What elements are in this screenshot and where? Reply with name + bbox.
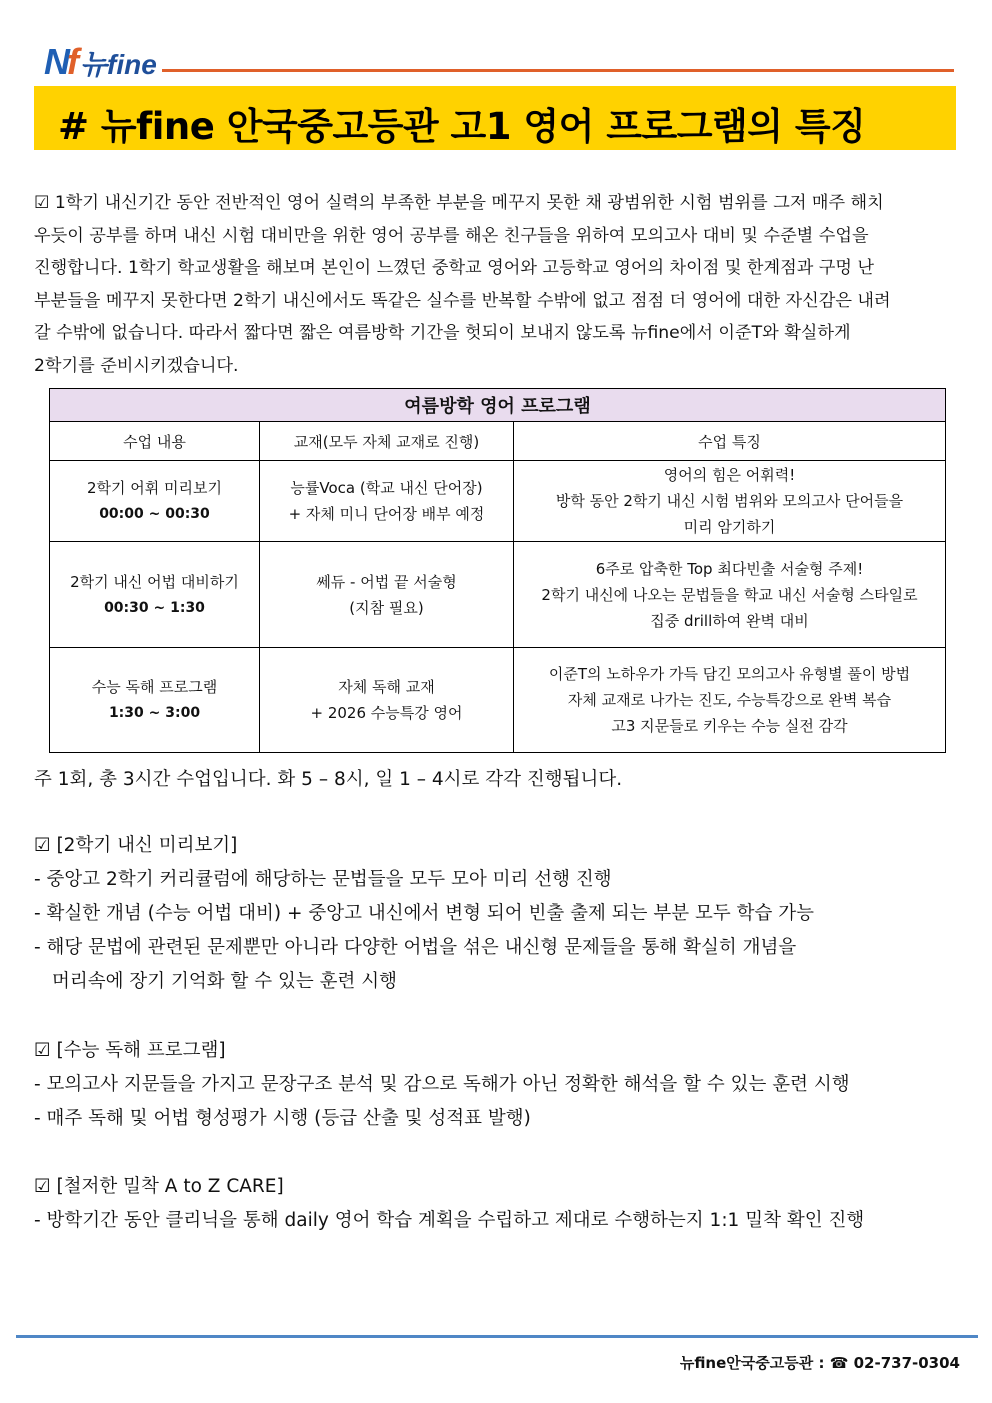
section-item: - 매주 독해 및 어법 형성평가 시행 (등급 산출 및 성적표 발행) [34,1108,531,1129]
table-row [50,648,946,753]
section-heading: ☑ [2학기 내신 미리보기] [34,835,238,856]
intro-line: 부분들을 메꾸지 못한다면 2학기 내신에서도 똑같은 실수를 반복할 수밖에 없고 점점 더 영어에 대한 자신감은 내려 [34,290,891,311]
material-cell [260,648,514,753]
course-time: 00:00 ~ 00:30 [99,506,210,522]
schedule-summary: 주 1회, 총 3시간 수업입니다. 화 5 – 8시, 일 1 – 4시로 각각 진행됩니다. [34,769,623,790]
section-item: - 해당 문법에 관련된 문제뿐만 아니라 다양한 어법을 섞은 내신형 문제들을 통해 확실히 개념을 [34,937,797,958]
course-name: 2학기 내신 어법 대비하기 [70,572,239,591]
material-line: 능률Voca (학교 내신 단어장) [290,479,483,497]
section-grammar-preview [34,829,814,999]
feature-line: 집중 drill하여 완벽 대비 [650,611,809,630]
logo-text: 뉴fine [80,49,157,80]
header-course: 수업 내용 [50,422,260,461]
phone-icon: ☎ [829,1354,849,1372]
feature-line: 고3 지문들로 키우는 수능 실전 감각 [611,717,848,735]
header-material: 교재(모두 자체 교재로 진행) [260,422,514,461]
section-item: - 모의고사 지문들을 가지고 문장구조 분석 및 감으로 독해가 아닌 정확한 해석을 할 수 있는 훈련 시행 [34,1074,850,1095]
course-cell [50,461,260,542]
footer-contact [680,1352,960,1373]
course-time: 00:30 ~ 1:30 [104,599,205,616]
brand-logo [44,41,157,82]
material-line: 쎄듀 - 어법 끝 서술형 [316,572,457,591]
section-heading: ☑ [수능 독해 프로그램] [34,1040,226,1061]
section-heading: ☑ [철저한 밀착 A to Z CARE] [34,1176,284,1197]
page-title: # 뉴fine 안국중고등관 고1 영어 프로그램의 특징 [58,105,866,148]
material-line: + 자체 미니 단어장 배부 예정 [288,505,485,523]
course-cell [50,648,260,753]
section-item: - 확실한 개념 (수능 어법 대비) + 중앙고 내신에서 변형 되어 빈출 출제 되는 부분 모두 학습 가능 [34,903,814,924]
feature-line: 자체 교재로 나가는 진도, 수능특강으로 완벽 복습 [567,691,892,709]
intro-line: ☑ 1학기 내신기간 동안 전반적인 영어 실력의 부족한 부분을 메꾸지 못한 채 광범위한 시험 범위를 그저 매주 해치 [34,193,884,213]
intro-line: 2학기를 준비시키겠습니다. [34,355,239,376]
course-time: 1:30 ~ 3:00 [108,705,201,721]
table-caption: 여름방학 영어 프로그램 [50,389,946,422]
section-item-continuation: 머리속에 장기 기억화 할 수 있는 훈련 시행 [52,971,397,992]
material-cell [260,461,514,542]
section-item: - 중앙고 2학기 커리큘럼에 해당하는 문법들을 모두 모아 미리 선행 진행 [34,869,612,890]
footer-separator: : [813,1354,830,1372]
material-line: (지참 필요) [349,598,424,617]
logo-mark: Nf [44,41,76,82]
material-cell [260,542,514,648]
section-reading-program [34,1034,850,1136]
feature-line: 영어의 힘은 어휘력! [663,466,796,484]
course-cell [50,542,260,648]
feature-line: 방학 동안 2학기 내신 시험 범위와 모의고사 단어들을 [555,492,904,510]
course-name: 수능 독해 프로그램 [91,678,218,696]
feature-line: 이준T의 노하우가 가득 담긴 모의고사 유형별 풀이 방법 [548,665,911,683]
intro-line: 진행합니다. 1학기 학교생활을 해보며 본인이 느꼈던 중학교 영어와 고등학교 영어의 차이점 및 한계점과 구멍 난 [34,258,875,278]
footer-phone: 02-737-0304 [853,1354,960,1372]
intro-paragraph [34,187,960,382]
section-item: - 방학기간 동안 클리닉을 통해 daily 영어 학습 계획을 수립하고 제대로 수행하는지 1:1 밀착 확인 진행 [34,1210,865,1231]
table-row [50,461,946,542]
program-table [49,388,946,753]
material-line: + 2026 수능특강 영어 [310,704,463,722]
footer-divider [16,1335,978,1338]
intro-line: 갈 수밖에 없습니다. 따라서 짧다면 짧은 여름방학 기간을 헛되이 보내지 않도록 뉴fine에서 이준T와 확실하게 [34,323,851,343]
feature-line: 2학기 내신에 나오는 문법들을 학교 내신 서술형 스타일로 [541,585,918,604]
intro-line: 우듯이 공부를 하며 내신 시험 대비만을 위한 영어 공부를 해온 친구들을 위하여 모의고사 대비 및 수준별 수업을 [34,225,869,246]
feature-line: 6주로 압축한 Top 최다빈출 서술형 주제! [595,559,864,578]
features-cell [514,648,946,753]
table-row [50,542,946,648]
course-name: 2학기 어휘 미리보기 [86,479,222,497]
header-features: 수업 특징 [514,422,946,461]
section-care [34,1170,864,1238]
header-divider [162,69,954,72]
features-cell [514,461,946,542]
features-cell [514,542,946,648]
material-line: 자체 독해 교재 [338,678,435,696]
footer-academy: 뉴fine안국중고등관 [679,1354,814,1372]
feature-line: 미리 암기하기 [683,518,776,536]
